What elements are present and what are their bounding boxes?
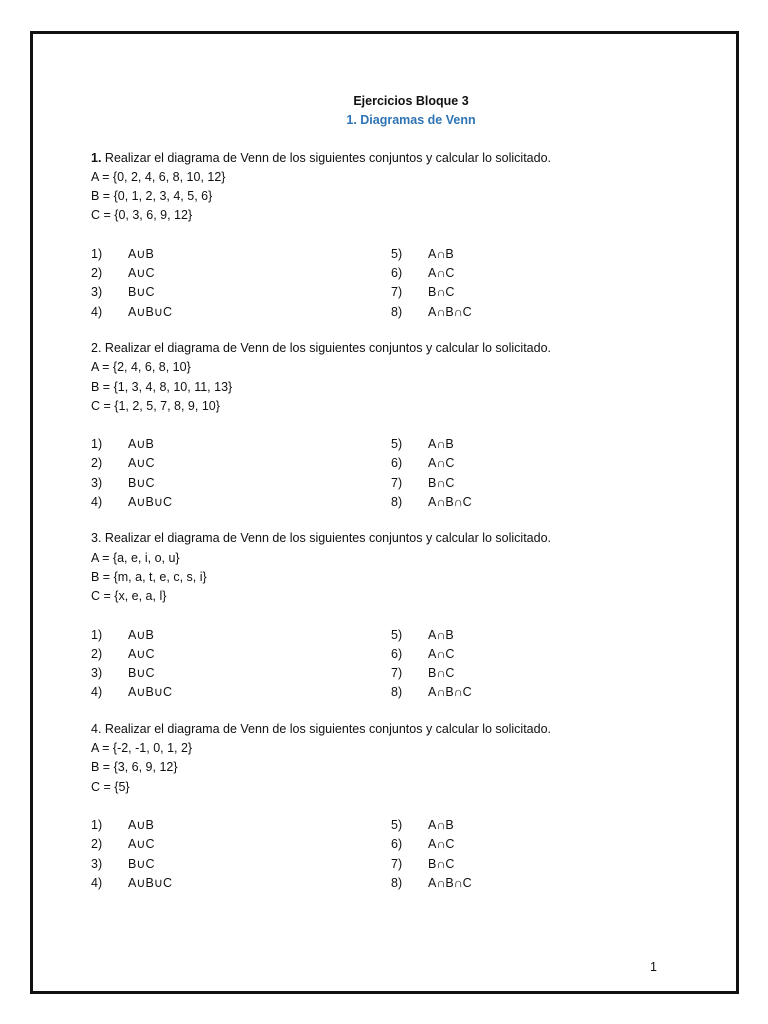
exercise-number: 2. xyxy=(91,340,102,355)
set-definition: B = {3, 6, 9, 12} xyxy=(91,760,178,775)
operation-number: 8) xyxy=(391,304,403,319)
operation-item xyxy=(91,454,391,473)
operation-item xyxy=(91,245,391,264)
operation-expression: A∩C xyxy=(428,456,455,471)
operation-item xyxy=(391,835,651,854)
operation-number: 6) xyxy=(391,837,403,852)
exercise-1 xyxy=(91,149,651,322)
operation-number: 8) xyxy=(391,875,403,890)
set-definition: A = {-2, -1, 0, 1, 2} xyxy=(91,741,193,756)
operation-number: 5) xyxy=(391,627,403,642)
operation-expression: A∪B xyxy=(128,246,154,261)
exercise-statement xyxy=(91,149,651,168)
operation-expression: A∩B∩C xyxy=(428,875,472,890)
operation-number: 1) xyxy=(91,627,103,642)
operation-number: 5) xyxy=(391,817,403,832)
operation-item xyxy=(391,874,651,893)
set-definition: B = {1, 3, 4, 8, 10, 11, 13} xyxy=(91,379,233,394)
operation-item xyxy=(91,493,391,512)
operation-number: 8) xyxy=(391,685,403,700)
operation-item xyxy=(391,283,651,302)
exercise-list xyxy=(91,149,651,894)
operation-number: 4) xyxy=(91,875,103,890)
operation-expression: B∪C xyxy=(128,666,155,681)
operation-expression: A∪C xyxy=(128,456,155,471)
page-number: 1 xyxy=(650,960,657,974)
exercise-statement xyxy=(91,720,651,739)
exercise-text: Realizar el diagrama de Venn de los siguientes conjuntos y calcular lo solicitado. xyxy=(101,531,551,546)
operation-item xyxy=(391,435,651,454)
operation-number: 5) xyxy=(391,437,403,452)
operation-number: 2) xyxy=(91,266,103,281)
operation-expression: B∩C xyxy=(428,856,455,871)
operation-expression: A∪C xyxy=(128,837,155,852)
operation-expression: A∪C xyxy=(128,266,155,281)
operation-number: 3) xyxy=(91,666,103,681)
operation-item xyxy=(391,855,651,874)
operation-item xyxy=(91,645,391,664)
set-definition: A = {2, 4, 6, 8, 10} xyxy=(91,360,191,375)
operation-number: 3) xyxy=(91,856,103,871)
exercise-number: 1. xyxy=(91,150,102,165)
operation-expression: A∩B xyxy=(428,246,454,261)
operation-number: 7) xyxy=(391,285,403,300)
operation-item xyxy=(91,474,391,493)
operation-item xyxy=(391,493,651,512)
operation-expression: A∩C xyxy=(428,266,455,281)
operation-expression: A∩B xyxy=(428,627,454,642)
operation-item xyxy=(391,683,651,702)
operation-item xyxy=(391,264,651,283)
operation-expression: A∪B∪C xyxy=(128,875,173,890)
document-content xyxy=(91,92,651,910)
set-definition: C = {0, 3, 6, 9, 12} xyxy=(91,208,193,223)
operation-expression: B∪C xyxy=(128,285,155,300)
exercise-statement xyxy=(91,529,651,548)
operation-item xyxy=(391,645,651,664)
operation-number: 8) xyxy=(391,495,403,510)
operation-item xyxy=(91,874,391,893)
operation-number: 7) xyxy=(391,666,403,681)
set-definition: A = {a, e, i, o, u} xyxy=(91,550,180,565)
set-definition: C = {x, e, a, l} xyxy=(91,589,167,604)
operation-item xyxy=(391,245,651,264)
operation-number: 2) xyxy=(91,646,103,661)
operation-number: 3) xyxy=(91,475,103,490)
operation-number: 4) xyxy=(91,304,103,319)
operation-item xyxy=(91,303,391,322)
operation-item xyxy=(391,303,651,322)
operation-expression: A∪B∪C xyxy=(128,304,173,319)
operation-number: 7) xyxy=(391,856,403,871)
operation-expression: A∪B∪C xyxy=(128,495,173,510)
operation-item xyxy=(391,664,651,683)
operation-expression: A∩B∩C xyxy=(428,685,472,700)
exercise-text: Realizar el diagrama de Venn de los siguientes conjuntos y calcular lo solicitado. xyxy=(101,150,551,165)
operation-expression: B∩C xyxy=(428,666,455,681)
operation-number: 4) xyxy=(91,685,103,700)
operation-number: 1) xyxy=(91,246,103,261)
set-definition: A = {0, 2, 4, 6, 8, 10, 12} xyxy=(91,169,226,184)
set-definition: C = {5} xyxy=(91,779,130,794)
exercise-number: 3. xyxy=(91,531,102,546)
set-definition: B = {m, a, t, e, c, s, i} xyxy=(91,569,207,584)
operation-item xyxy=(391,474,651,493)
operation-number: 4) xyxy=(91,495,103,510)
operation-item xyxy=(391,454,651,473)
operation-expression: A∩B xyxy=(428,437,454,452)
operation-expression: A∪C xyxy=(128,646,155,661)
operation-number: 6) xyxy=(391,456,403,471)
operation-number: 2) xyxy=(91,837,103,852)
operation-item xyxy=(91,683,391,702)
operation-expression: A∩C xyxy=(428,837,455,852)
operation-number: 1) xyxy=(91,437,103,452)
operation-item xyxy=(91,626,391,645)
set-definition: B = {0, 1, 2, 3, 4, 5, 6} xyxy=(91,189,213,204)
exercise-2 xyxy=(91,339,651,512)
operation-list xyxy=(91,626,651,703)
operation-expression: A∩B∩C xyxy=(428,495,472,510)
operation-number: 7) xyxy=(391,475,403,490)
operation-list xyxy=(91,435,651,512)
operation-list xyxy=(91,816,651,893)
exercise-text: Realizar el diagrama de Venn de los siguientes conjuntos y calcular lo solicitado. xyxy=(101,340,551,355)
operation-expression: A∪B xyxy=(128,627,154,642)
operation-list xyxy=(91,245,651,322)
operation-expression: A∩B∩C xyxy=(428,304,472,319)
operation-expression: A∪B xyxy=(128,817,154,832)
operation-item xyxy=(91,835,391,854)
exercise-statement xyxy=(91,339,651,358)
operation-expression: B∪C xyxy=(128,475,155,490)
operation-item xyxy=(91,664,391,683)
operation-expression: A∩B xyxy=(428,817,454,832)
document-title: Ejercicios Bloque 3 xyxy=(353,94,469,108)
operation-expression: B∩C xyxy=(428,285,455,300)
operation-expression: A∪B xyxy=(128,437,154,452)
operation-expression: B∪C xyxy=(128,856,155,871)
operation-number: 5) xyxy=(391,246,403,261)
operation-number: 2) xyxy=(91,456,103,471)
operation-expression: A∪B∪C xyxy=(128,685,173,700)
document-subtitle: 1. Diagramas de Venn xyxy=(346,113,476,128)
operation-expression: A∩C xyxy=(428,646,455,661)
operation-item xyxy=(91,435,391,454)
operation-number: 6) xyxy=(391,646,403,661)
operation-item xyxy=(91,816,391,835)
operation-item xyxy=(391,816,651,835)
operation-number: 1) xyxy=(91,817,103,832)
operation-item xyxy=(91,264,391,283)
operation-item xyxy=(91,283,391,302)
exercise-4 xyxy=(91,720,651,893)
exercise-number: 4. xyxy=(91,721,102,736)
operation-item xyxy=(391,626,651,645)
exercise-text: Realizar el diagrama de Venn de los siguientes conjuntos y calcular lo solicitado. xyxy=(101,721,551,736)
operation-number: 3) xyxy=(91,285,103,300)
operation-item xyxy=(91,855,391,874)
exercise-3 xyxy=(91,529,651,702)
operation-expression: B∩C xyxy=(428,475,455,490)
set-definition: C = {1, 2, 5, 7, 8, 9, 10} xyxy=(91,398,220,413)
operation-number: 6) xyxy=(391,266,403,281)
